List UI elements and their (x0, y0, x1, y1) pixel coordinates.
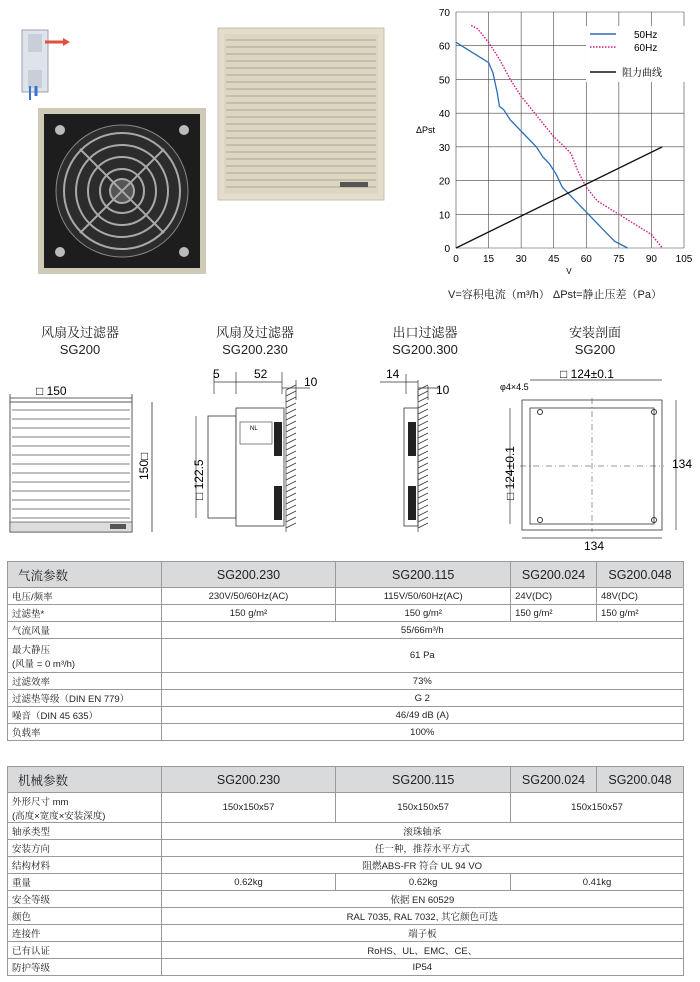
airflow-header-col3: SG200.024 (511, 562, 597, 588)
drawing-3-title (370, 324, 480, 358)
table-row (8, 857, 684, 874)
legend-entry: 50Hz (634, 30, 658, 41)
dim-height-label: 150□ (137, 452, 151, 480)
drawing-2-title (195, 324, 315, 358)
dim-10b-label: 10 (436, 383, 450, 397)
y-tick-label: 40 (438, 109, 450, 121)
airflow-spec-table (7, 561, 684, 741)
dim-52-label: 52 (254, 367, 268, 381)
row-label: 连接件 (8, 925, 162, 942)
row-label-line1: 外形尺寸 mm (12, 796, 69, 808)
series-line-3 (456, 147, 662, 248)
row-label: 过滤垫等级（DIN EN 779） (8, 690, 162, 707)
airflow-header-col2: SG200.115 (336, 562, 511, 588)
table-cell: 0.62kg (336, 874, 511, 891)
row-label: 噪音（DIN 45 635） (8, 707, 162, 724)
table-row (8, 707, 684, 724)
dim-122-label: □ 122.5 (192, 459, 206, 500)
airflow-header-col1: SG200.230 (161, 562, 336, 588)
dim-5-label: 5 (213, 367, 220, 381)
dim-134-right-label: 134 (672, 457, 693, 471)
mech-header-col2: SG200.115 (336, 767, 511, 793)
table-cell: 端子板 (161, 925, 683, 942)
y-tick-label: 60 (438, 41, 450, 53)
mech-header-col4: SG200.048 (597, 767, 684, 793)
table-cell: 150 g/m² (597, 605, 684, 622)
row-label: 电压/频率 (8, 588, 162, 605)
table-row (8, 840, 684, 857)
fan-unit-photo (38, 108, 206, 274)
row-label: 负载率 (8, 724, 162, 741)
technical-drawings (0, 360, 700, 555)
airflow-header-col4: SG200.048 (597, 562, 684, 588)
row-label: 重量 (8, 874, 162, 891)
legend-entry: 阻力曲线 (622, 68, 662, 79)
drawing-front-grille (10, 384, 152, 532)
product-photo-illustration (0, 0, 408, 288)
drawing-3-name: 出口过滤器 (392, 325, 458, 340)
drawing-1-name: 风扇及过滤器 (40, 325, 119, 340)
row-label: 结构材料 (8, 857, 162, 874)
airflow-header-row (8, 562, 684, 588)
table-cell: 任一种，推荐水平方式 (161, 840, 683, 857)
dim-10-label: 10 (304, 375, 318, 389)
row-label (8, 793, 162, 823)
table-row (8, 588, 684, 605)
table-cell: 61 Pa (161, 639, 683, 673)
table-cell: 阻燃ABS-FR 符合 UL 94 VO (161, 857, 683, 874)
table-cell: 滚珠轴承 (161, 823, 683, 840)
table-row (8, 823, 684, 840)
drawing-4-model: SG200 (574, 342, 616, 357)
hole-spec-label: φ4×4.5 (500, 382, 529, 392)
legend-entry: 60Hz (634, 43, 658, 54)
x-tick-label: 105 (675, 254, 693, 265)
airflow-pressure-chart (408, 0, 700, 310)
table-cell: 150 g/m² (336, 605, 511, 622)
mechanical-spec-table (7, 766, 684, 976)
drawing-outlet-filter (380, 367, 450, 532)
x-tick-label: 30 (515, 254, 527, 265)
row-label: 防护等级 (8, 959, 162, 976)
x-tick-label: 45 (548, 254, 560, 265)
table-cell: IP54 (161, 959, 683, 976)
row-label: 安装方向 (8, 840, 162, 857)
x-tick-label: 90 (645, 254, 657, 265)
table-row (8, 639, 684, 673)
table-row (8, 925, 684, 942)
mech-header-row (8, 767, 684, 793)
table-row (8, 908, 684, 925)
x-tick-label: 60 (580, 254, 592, 265)
table-row (8, 959, 684, 976)
y-tick-label: 20 (438, 176, 450, 188)
drawing-mounting-cutout (500, 367, 692, 553)
dim-14-label: 14 (386, 367, 400, 381)
table-row (8, 690, 684, 707)
product-photos (0, 0, 408, 288)
row-label: 过滤效率 (8, 673, 162, 690)
table-cell: 150x150x57 (336, 793, 511, 823)
table-row (8, 874, 684, 891)
drawing-2-model: SG200.230 (222, 342, 288, 357)
table-cell: 150x150x57 (161, 793, 336, 823)
row-label (8, 639, 162, 673)
y-tick-label: 50 (438, 75, 450, 87)
x-axis-label: V (566, 267, 572, 276)
row-label: 已有认证 (8, 942, 162, 959)
dim-124-left-label: □ 124±0.1 (503, 446, 517, 500)
table-cell: 46/49 dB (A) (161, 707, 683, 724)
table-cell: 100% (161, 724, 683, 741)
y-tick-label: 70 (438, 8, 450, 19)
table-row (8, 724, 684, 741)
dim-width-label: □ 150 (36, 384, 67, 398)
row-label: 过滤垫* (8, 605, 162, 622)
table-cell: 150 g/m² (161, 605, 336, 622)
row-label: 轴承类型 (8, 823, 162, 840)
drawing-3-model: SG200.300 (392, 342, 458, 357)
row-label: 气流风量 (8, 622, 162, 639)
drawing-4-title (535, 324, 655, 358)
y-axis-label: ΔPst (416, 125, 436, 135)
drawing-fan-section (192, 367, 318, 532)
brand-plate (340, 182, 368, 187)
table-row (8, 891, 684, 908)
row-label: 颜色 (8, 908, 162, 925)
table-cell: RoHS、UL、EMC、CE、 (161, 942, 683, 959)
table-cell: 0.41kg (511, 874, 684, 891)
y-tick-label: 0 (444, 244, 450, 255)
x-tick-label: 15 (483, 254, 495, 265)
nl-label: NL (250, 426, 258, 432)
table-row (8, 942, 684, 959)
table-row (8, 673, 684, 690)
y-tick-label: 30 (438, 142, 450, 154)
x-tick-label: 75 (613, 254, 625, 265)
x-tick-label: 0 (453, 254, 459, 265)
table-cell: 55/66m³/h (161, 622, 683, 639)
table-cell: 115V/50/60Hz(AC) (336, 588, 511, 605)
table-row (8, 605, 684, 622)
chart-svg (408, 0, 700, 310)
chart-caption: V=容积电流（m³/h） ΔPst=静止压差（Pa） (448, 289, 662, 301)
table-row (8, 622, 684, 639)
mech-header-col1: SG200.230 (161, 767, 336, 793)
table-cell: G 2 (161, 690, 683, 707)
mech-header-col3: SG200.024 (511, 767, 597, 793)
row-label-line2: (高度×宽度×安装深度) (12, 810, 106, 822)
table-cell: 150x150x57 (511, 793, 684, 823)
table-cell: 230V/50/60Hz(AC) (161, 588, 336, 605)
drawing-4-name: 安装剖面 (568, 325, 621, 340)
mech-header-label: 机械参数 (8, 767, 162, 793)
table-cell: 48V(DC) (597, 588, 684, 605)
drawing-1-title (20, 324, 140, 358)
row-label: 安全等级 (8, 891, 162, 908)
table-cell: 73% (161, 673, 683, 690)
cabinet-airflow-icon (22, 30, 70, 100)
row-label-line2: (风量 = 0 m³/h) (12, 658, 76, 670)
y-tick-label: 10 (438, 210, 450, 222)
table-cell: RAL 7035, RAL 7032, 其它颜色可选 (161, 908, 683, 925)
table-cell: 依据 EN 60529 (161, 891, 683, 908)
drawing-1-model: SG200 (59, 342, 101, 357)
drawing-2-name: 风扇及过滤器 (215, 325, 294, 340)
airflow-header-label: 气流参数 (8, 562, 162, 588)
table-row (8, 793, 684, 823)
dim-134-bottom-label: 134 (584, 539, 605, 553)
table-cell: 150 g/m² (511, 605, 597, 622)
table-cell: 24V(DC) (511, 588, 597, 605)
row-label-line1: 最大静压 (12, 644, 51, 656)
dim-124-top-label: □ 124±0.1 (560, 367, 614, 381)
table-cell: 0.62kg (161, 874, 336, 891)
